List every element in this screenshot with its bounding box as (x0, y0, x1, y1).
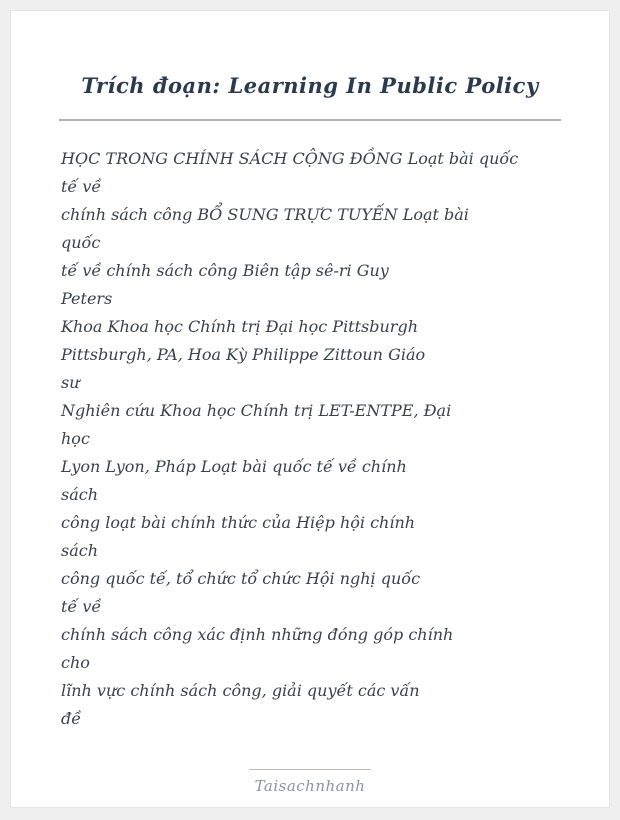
body-line: quốc (61, 233, 101, 252)
body-line: Peters (61, 289, 113, 308)
page-title: Trích đoạn: Learning In Public Policy (81, 73, 539, 98)
body-line: cho (61, 653, 90, 672)
body-line: tế về chính sách công Biên tập sê-ri Guy (61, 261, 389, 280)
body-line: sách (61, 541, 99, 560)
body-line: học (61, 429, 90, 448)
body-text (61, 145, 559, 733)
document-page (10, 10, 610, 808)
page-footer (11, 769, 609, 795)
body-line: sách (61, 485, 99, 504)
body-line: HỌC TRONG CHÍNH SÁCH CỘNG ĐỒNG Loạt bài quốc (61, 149, 519, 168)
body-line: đề (61, 709, 82, 728)
body-line: công quốc tế, tổ chức tổ chức Hội nghị quốc (61, 569, 421, 588)
body-line: Khoa Khoa học Chính trị Đại học Pittsburgh (61, 317, 418, 336)
body-line: Lyon Lyon, Pháp Loạt bài quốc tế về chính (61, 457, 407, 476)
footer-brand: Taisachnhanh (254, 777, 366, 795)
body-line: Pittsburgh, PA, Hoa Kỳ Philippe Zittoun Giáo (61, 345, 426, 364)
body-line: tế về (61, 177, 102, 196)
body-line: sư (61, 373, 80, 392)
body-line: tế về (61, 597, 102, 616)
footer-divider (249, 769, 371, 770)
body-line: chính sách công BỔ SUNG TRỰC TUYẾN Loạt bài (61, 205, 469, 224)
body-line: công loạt bài chính thức của Hiệp hội chính (61, 513, 416, 532)
body-line: Nghiên cứu Khoa học Chính trị LET-ENTPE, Đại (61, 401, 452, 420)
body-line: chính sách công xác định những đóng góp chính (61, 625, 454, 644)
body-line: lĩnh vực chính sách công, giải quyết các vấn (61, 681, 420, 700)
title-divider (59, 119, 561, 121)
